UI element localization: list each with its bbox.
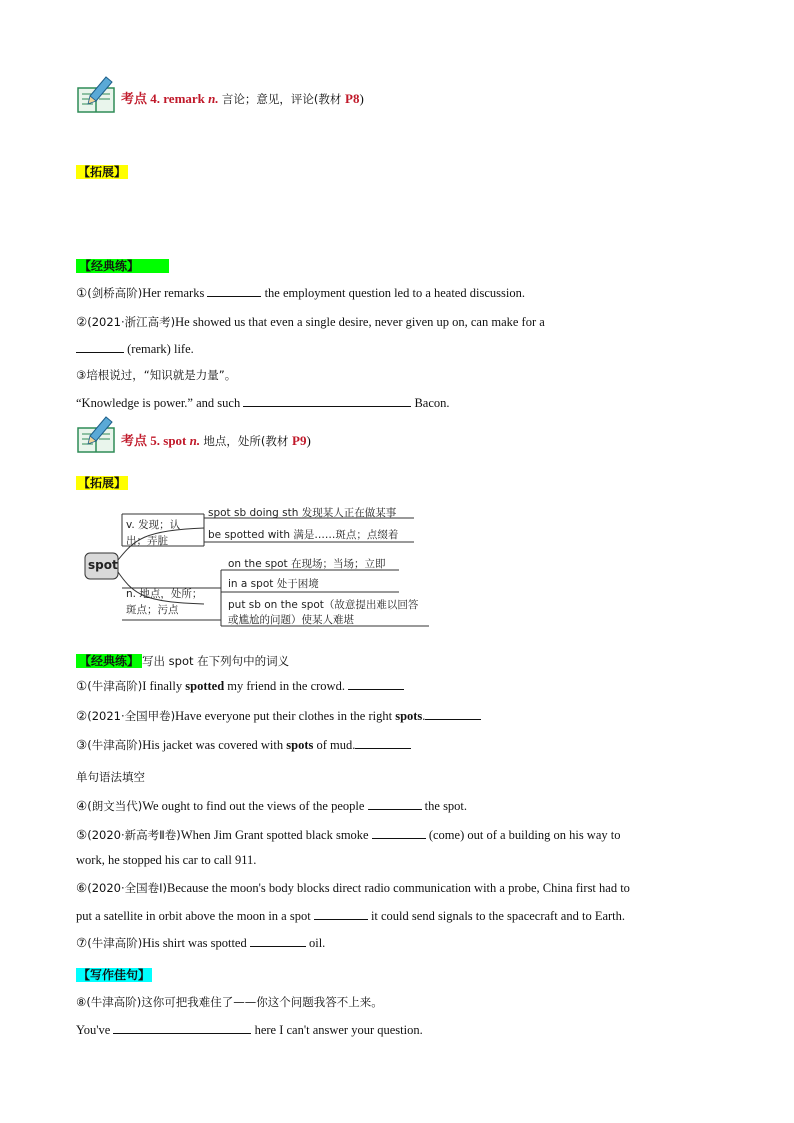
writing-q8-cn: ⑧(牛津高阶)这你可把我难住了——你这个问题我答不上来。 xyxy=(76,995,383,1009)
mindmap-noun-label-1: n. 地点，处所； xyxy=(126,588,203,600)
practice2-q6-cont: put a satellite in orbit above the moon in a spot it could send signals to the spacecraft and to Earth. xyxy=(76,909,626,923)
practice2-q1: ①(牛津高阶)I finally spotted my friend in the crowd. xyxy=(76,677,404,694)
meaning: 言论；意见，评论(教材 xyxy=(221,92,346,106)
mindmap-verb-item-2: be spotted with 满是……斑点；点缀着 xyxy=(208,529,399,541)
practice-heading-1: 【经典练】 xyxy=(76,257,169,274)
grammar-fill-heading: 单句语法填空 xyxy=(76,770,145,784)
kaodian-4-title: 考点 4. remark n. 言论；意见，评论(教材 P8) xyxy=(121,91,364,106)
extension-heading-1: 【拓展】 xyxy=(78,165,127,179)
practice2-q4: ④(朗文当代)We ought to find out the views of the people the spot. xyxy=(76,799,468,813)
practice1-q1: ①(剑桥高阶)Her remarks the employment question led to a heated discussion. xyxy=(76,286,525,300)
practice2-q5-cont: work, he stopped his car to call 911. xyxy=(76,853,257,867)
mindmap-verb-item-1: spot sb doing sth 发现某人正在做某事 xyxy=(208,507,397,519)
answer-blank[interactable] xyxy=(250,934,306,947)
practice2-q7: ⑦(牛津高阶)His shirt was spotted oil. xyxy=(76,936,326,950)
practice2-q5: ⑤(2020·新高考Ⅱ卷)When Jim Grant spotted black smoke (come) out of a building on his way to xyxy=(76,828,621,842)
practice2-q3: ③(牛津高阶)His jacket was covered with spots of mud. xyxy=(76,736,411,753)
mindmap-verb-label-1: v. 发现；认 xyxy=(126,519,181,531)
headword: spot xyxy=(163,433,187,448)
answer-blank[interactable] xyxy=(113,1021,251,1034)
answer-blank[interactable] xyxy=(348,677,404,690)
answer-blank[interactable] xyxy=(425,707,481,720)
answer-blank[interactable] xyxy=(368,797,422,810)
kaodian-label: 考点 4. xyxy=(121,91,161,106)
part-of-speech: n. xyxy=(189,433,201,448)
textbook-page: P8 xyxy=(345,91,360,106)
practice-heading-2: 【经典练】 写出 spot 在下列句中的词义 xyxy=(76,652,289,669)
mindmap-center: spot xyxy=(88,558,118,572)
practice2-q6: ⑥(2020·全国卷Ⅰ)Because the moon's body blocks direct radio communication with a probe, China first had to xyxy=(76,881,630,895)
book-pencil-icon xyxy=(76,414,118,456)
meaning: 地点，处所(教材 xyxy=(203,434,293,448)
answer-blank[interactable] xyxy=(355,736,411,749)
answer-blank[interactable] xyxy=(372,826,426,839)
practice-instruction: 写出 spot 在下列句中的词义 xyxy=(142,654,290,668)
answer-blank[interactable] xyxy=(314,907,368,920)
answer-blank[interactable] xyxy=(76,340,124,353)
answer-blank[interactable] xyxy=(243,394,411,407)
practice1-q2: ②(2021·浙江高考)He showed us that even a single desire, never given up on, can make for a xyxy=(76,315,545,329)
writing-heading: 【写作佳句】 xyxy=(78,968,151,982)
practice1-q3-cn: ③培根说过，“知识就是力量”。 xyxy=(76,368,237,382)
book-pencil-icon xyxy=(76,74,118,116)
kaodian-label: 考点 5. xyxy=(121,433,161,448)
mindmap-noun-item-3a: put sb on the spot（故意提出难以回答 xyxy=(228,599,419,611)
practice1-q2-cont: (remark) life. xyxy=(76,340,194,357)
writing-q8: You've here I can't answer your question. xyxy=(76,1023,423,1037)
mindmap-noun-item-3b: 或尴尬的问题）使某人难堪 xyxy=(228,614,354,626)
practice1-q3: “Knowledge is power.” and such Bacon. xyxy=(76,396,450,410)
headword: remark xyxy=(163,91,205,106)
mindmap-noun-item-2: in a spot 处于困境 xyxy=(228,578,319,590)
textbook-page: P9 xyxy=(292,433,307,448)
answer-blank[interactable] xyxy=(207,284,261,297)
extension-heading-2: 【拓展】 xyxy=(78,476,127,490)
practice2-q2: ②(2021·全国甲卷)Have everyone put their clothes in the right spots. xyxy=(76,707,481,724)
mindmap-noun-item-1: on the spot 在现场；当场；立即 xyxy=(228,558,386,570)
mindmap-verb-label-2: 出；弄脏 xyxy=(126,535,168,547)
mindmap-noun-label-2: 斑点；污点 xyxy=(126,604,179,616)
kaodian-5-title: 考点 5. spot n. 地点，处所(教材 P9) xyxy=(121,433,311,448)
part-of-speech: n. xyxy=(208,91,219,106)
